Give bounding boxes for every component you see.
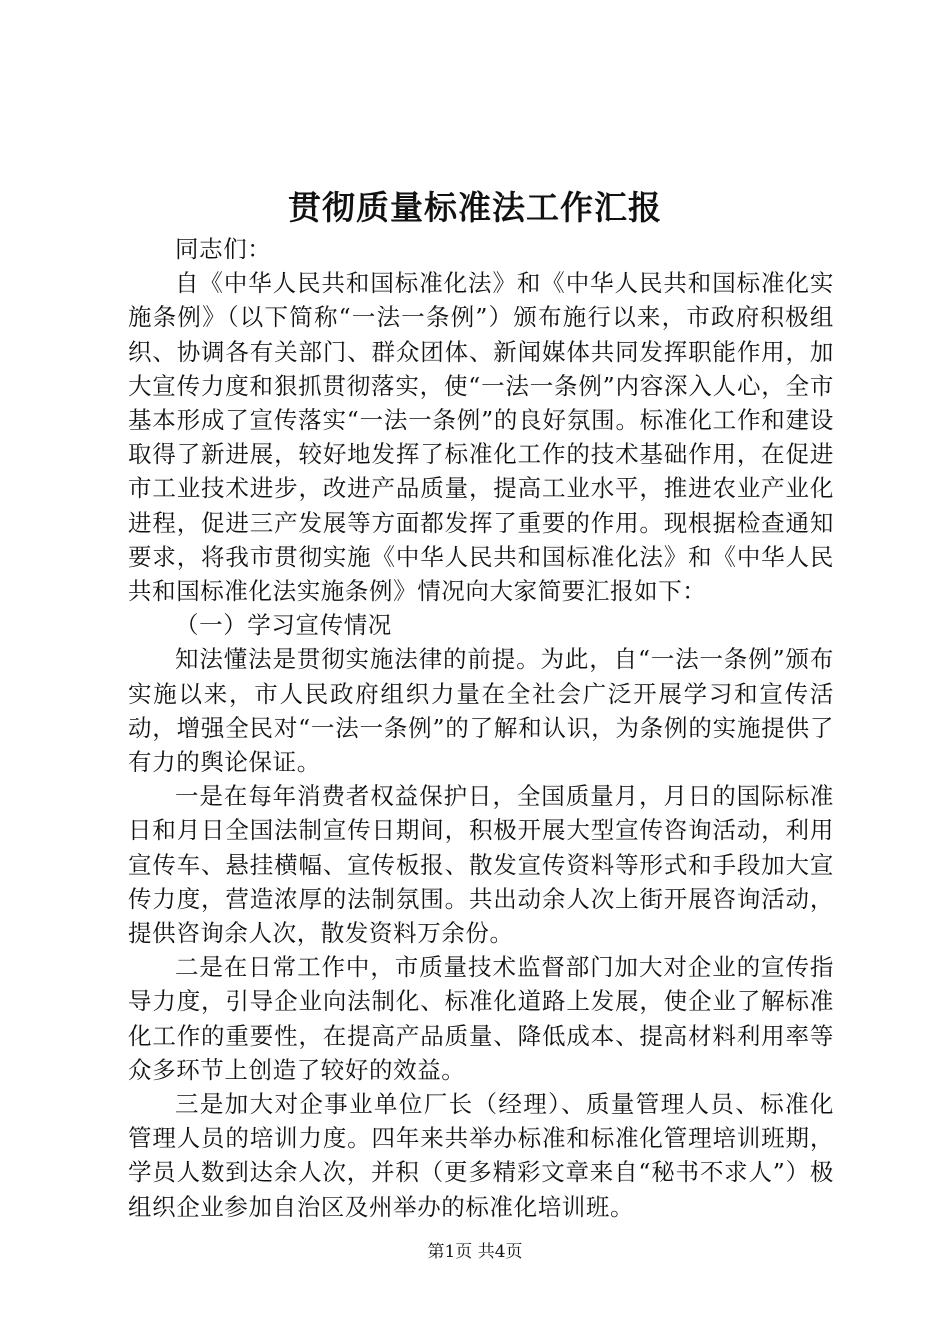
paragraph-study: 知法懂法是贯彻实施法律的前提。为此，自“一法一条例”颁布实施以来，市人民政府组织力量在全社会广泛开展学习和宣传活动，增强全民对“一法一条例”的了解和认识，为条例的实施提供了有力的舆论保证。 — [128, 645, 834, 777]
page-footer: 第1页 共4页 — [427, 1242, 523, 1262]
salutation: 同志们： — [175, 235, 272, 263]
document-body — [128, 232, 834, 1224]
paragraph-point-two: 二是在日常工作中，市质量技术监督部门加大对企业的宣传指导力度，引导企业向法制化、标准化道路上发展，使企业了解标准化工作的重要性，在提高产品质量、降低成本、提高材料利用率等众多环节上创造了较好的效益。 — [128, 953, 834, 1084]
paragraph-point-one: 一是在每年消费者权益保护日，全国质量月，月日的国际标准日和月日全国法制宣传日期间，积极开展大型宣传咨询活动，利用宣传车、悬挂横幅、宣传板报、散发宣传资料等形式和手段加大宣传力度，营造浓厚的法制氛围。共出动余人次上街开展咨询活动，提供咨询余人次，散发资料万余份。 — [128, 782, 834, 948]
paragraph-point-three: 三是加大对企事业单位厂长（经理）、质量管理人员、标准化管理人员的培训力度。四年来共举办标准和标准化管理培训班期，学员人数到达余人次，并积（更多精彩文章来自“秘书不求人”）极组织企业参加自治区及州举办的标准化培训班。 — [128, 1090, 834, 1221]
section-heading: （一）学习宣传情况 — [175, 611, 392, 640]
document-title: 贯彻质量标准法工作汇报 — [288, 188, 662, 227]
paragraph-intro: 自《中华人民共和国标准化法》和《中华人民共和国标准化实施条例》（以下简称“一法一条例”）颁布施行以来，市政府积极组织、协调各有关部门、群众团体、新闻媒体共同发挥职能作用，加大宣传力度和狠抓贯彻落实，使“一法一条例”内容深入人心，全市基本形成了宣传落实“一法一条例”的良好氛围。标准化工作和建设取得了新进展，较好地发挥了标准化工作的技术基础作用，在促进市工业技术进步，改进产品质量，提高工业水平，推进农业产业化进程，促进三产发展等方面都发挥了重要的作用。现根据检查通知要求，将我市贯彻实施《中华人民共和国标准化法》和《中华人民共和国标准化法实施条例》情况向大家简要汇报如下： — [128, 269, 834, 606]
